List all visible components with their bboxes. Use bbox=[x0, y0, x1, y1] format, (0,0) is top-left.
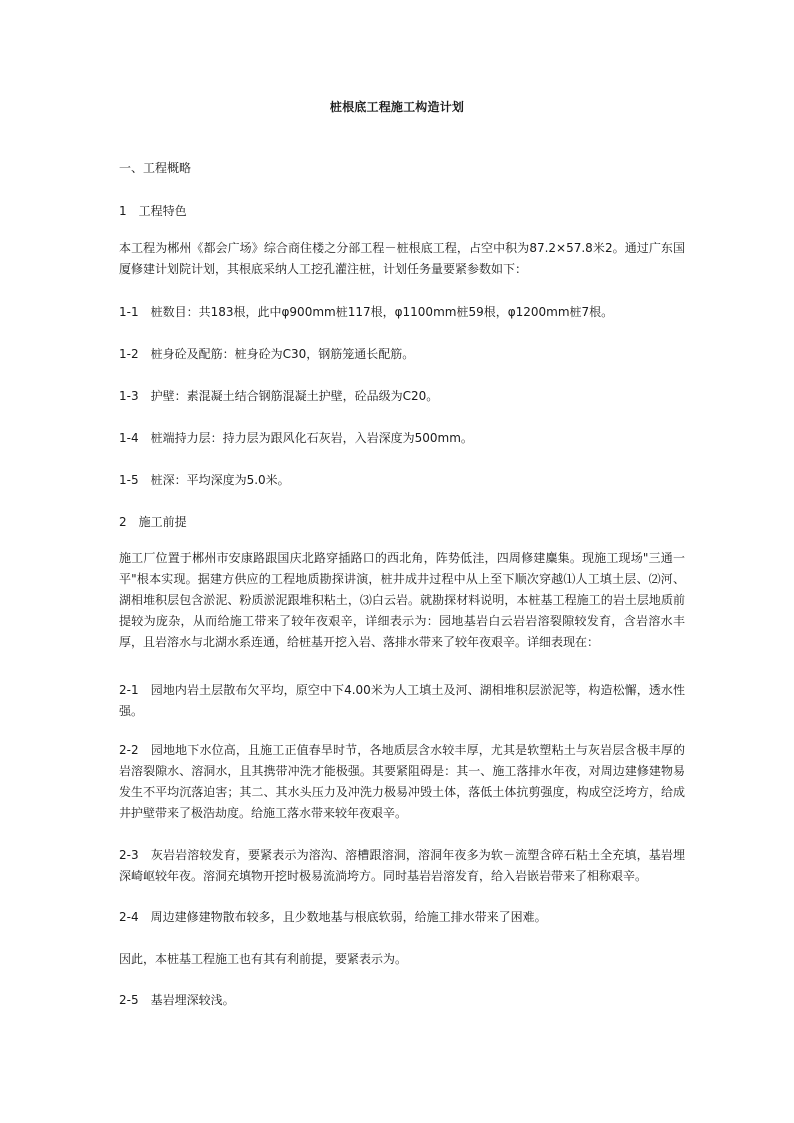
subsection-heading-conditions: 2 施工前提 bbox=[119, 515, 187, 529]
subsection-heading-features: 1 工程特色 bbox=[119, 204, 187, 218]
paragraph-favorable-conditions: 因此，本桩基工程施工也有其有利前提，要紧表示为。 bbox=[119, 952, 408, 966]
list-item-1-3: 1-3 护壁：素混凝土结合钢筋混凝土护壁，砼品级为C20。 bbox=[119, 389, 439, 403]
list-item-2-1: 2-1 园地内岩土层散布欠平均，原空中下4.00米为人工填土及河、湖相堆积层淤泥等，构造松懈，透水性强。 bbox=[119, 683, 685, 718]
list-item-1-4: 1-4 桩端持力层：持力层为跟风化石灰岩，入岩深度为500mm。 bbox=[119, 431, 473, 445]
list-item-2-3: 2-3 灰岩岩溶较发育，要紧表示为溶沟、溶槽跟溶洞，溶洞年夜多为软－流塑含碎石粘土全充填，基岩埋深崎岖较年夜。溶洞充填物开挖时极易流淌垮方。同时基岩岩溶发育，给入岩嵌岩带来了相称艰辛。 bbox=[119, 848, 685, 883]
list-item-2-4: 2-4 周边建修建物散布较多，且少数地基与根底软弱，给施工排水带来了困难。 bbox=[119, 910, 547, 924]
document-title: 桩根底工程施工构造计划 bbox=[329, 100, 465, 114]
list-item-2-2: 2-2 园地地下水位高，且施工正值春旱时节，各地质层含水较丰厚，尤其是软塑粘土与灰岩层含极丰厚的岩溶裂隙水、溶洞水，且其携带冲洗才能极强。其要紧阻碍是：其一、施工落排水年夜，对周边建修建物易发生不平均沉落迫害；其二、其水头压力及冲洗力极易冲毁土体，落低土体抗剪强度，构成空泛垮方，给成井护壁带来了极浩劫度。给施工落水带来较年夜艰辛。 bbox=[119, 743, 685, 820]
section-heading-overview: 一、工程概略 bbox=[119, 161, 192, 175]
list-item-1-5: 1-5 桩深：平均深度为5.0米。 bbox=[119, 473, 290, 487]
list-item-1-1: 1-1 桩数目：共183根，此中φ900mm桩117根，φ1100mm桩59根，φ1200mm桩7根。 bbox=[119, 305, 614, 319]
list-item-2-5: 2-5 基岩埋深较浅。 bbox=[119, 993, 235, 1007]
list-item-1-2: 1-2 桩身砼及配筋：桩身砼为C30，钢筋笼通长配筋。 bbox=[119, 347, 415, 361]
paragraph-project-intro: 本工程为郴州《都会广场》综合商住楼之分部工程－桩根底工程，占空中积为87.2×57.8米2。通过广东国厦修建计划院计划，其根底采纳人工挖孔灌注桩，计划任务量要紧参数如下： bbox=[119, 241, 685, 276]
paragraph-site-conditions: 施工厂位置于郴州市安康路跟国庆北路穿插路口的西北角，阵势低洼，四周修建麋集。现施工现场"三通一平"根本实现。据建方供应的工程地质勘探讲演，桩井成井过程中从上至下顺次穿越⑴人工填土层、⑵河、湖相堆积层包含淤泥、粉质淤泥跟堆积粘土，⑶白云岩。就勘探材料说明，本桩基工程施工的岩土层地质前提较为庞杂，从而给施工带来了较年夜艰辛，详细表示为：园地基岩白云岩岩溶裂隙较发育，含岩溶水丰厚，且岩溶水与北湖水系连通，给桩基开挖入岩、落排水带来了较年夜艰辛。详细表现在： bbox=[119, 551, 685, 649]
